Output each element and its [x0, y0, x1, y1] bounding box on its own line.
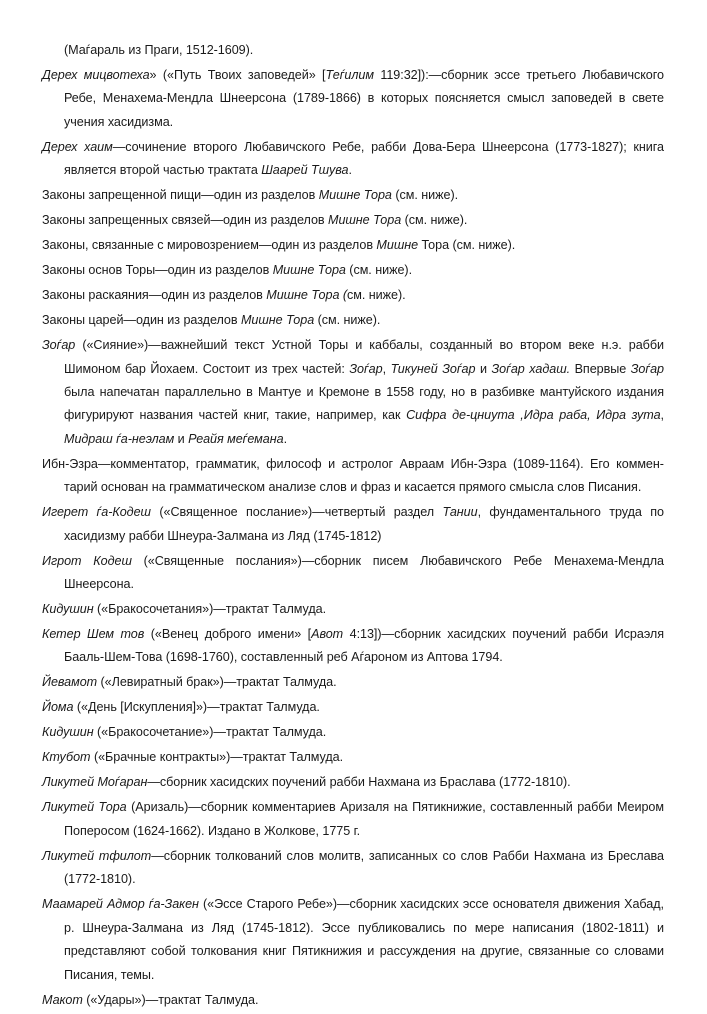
entry-text-continued: (см. ниже). — [314, 313, 381, 328]
entry-text-continued: Тора (см. ниже). — [418, 238, 516, 253]
entry-text: («Священные послания»)—сборник писем Любавичского Ребе Менахема-Мендла Шнеерсона. — [64, 553, 664, 592]
entry-text: («Удары»)—трактат Талмуда. — [82, 992, 259, 1007]
entry-reference: Шаарей Тшува — [261, 163, 349, 178]
entry-part-italic: Зоѓар — [349, 361, 383, 376]
entry-part: была напечатан параллельно в Мантуе и Кремоне в 1558 году, но в разбивке мантуйского издания фигурируют названия частей книг, такие, например, как — [64, 385, 664, 423]
glossary-entry-keter-shem-tov — [42, 623, 664, 670]
entry-text: («День [Искупления]»)—трактат Талмуда. — [73, 700, 320, 715]
entry-term: Кидушин — [42, 602, 94, 617]
entry-text: Законы раскаяния—один из разделов — [42, 288, 267, 303]
entry-term: Зоѓар — [42, 338, 76, 353]
glossary-entry-maharal-continuation — [42, 39, 664, 62]
glossary-entry-iggeret-hakodesh — [42, 501, 664, 548]
entry-text-continued: (см. ниже). — [345, 263, 413, 278]
entry-text: Законы запрещенных связей—один из разделов — [42, 213, 328, 228]
entry-text: Ибн-Эзра—комментатор, грамматик, философ и астролог Авраам Ибн-Эзра (1089-1164). Его комментарий основан на грамматическом анализе слов и фраз и касается прямого смысла слов Писания. — [42, 456, 664, 495]
entry-reference: Мишне Тора ( — [266, 288, 348, 303]
entry-part-italic: Мидраш ѓа-неэлам — [64, 431, 175, 446]
entry-term: Ликутей Тора — [42, 800, 127, 815]
glossary-page — [42, 39, 664, 1014]
glossary-entry-forbidden-relations — [42, 209, 664, 232]
glossary-entry-repentance — [42, 284, 664, 307]
entry-text: » («Путь Твоих заповедей» [ — [149, 68, 326, 82]
entry-term: Йома — [42, 700, 74, 715]
entry-reference: Теѓилим — [325, 68, 374, 82]
entry-reference: Мишне Тора — [272, 263, 346, 278]
glossary-entry-likutei-tefilot — [42, 845, 664, 892]
glossary-entry-forbidden-food — [42, 184, 664, 207]
entry-part: , — [382, 361, 391, 376]
entry-part: Впервые — [570, 361, 631, 376]
entry-text: Законы, связанные с мировозрением—один из разделов — [42, 238, 377, 253]
entry-text-continued: 119:32]):—сборник эссе третьего Любавичского Ребе, Менахема-Мендла Шнеерсона (1789-1866) в которых поясняется смысл заповедей в свете учения хасидизма. — [64, 68, 664, 129]
entry-text: («Эссе Старого Ребе»)—сборник хасидских эссе основателя движения Хабад, р. Шнеура-Залмана из Ляд (1745-1812). Эссе публиковались по мере написания (1802-1811) и представляют собой толкования книг Пятикнижия и рассуждения на другие, связанные со словами Писания, темы. — [64, 897, 665, 982]
entry-part: и — [174, 431, 189, 446]
entry-part: («Сияние»)—важнейший текст Устной Торы и каббалы, созданный во втором веке н.э. рабби Шимоном бар Йохаем. Состоит из трех частей: — [64, 338, 664, 376]
entry-part-italic: Зоѓар — [630, 361, 665, 376]
entry-reference: Мишне — [376, 238, 419, 253]
glossary-entry-derech-mitzvotecha — [42, 64, 664, 134]
entry-text: (Аризаль)—сборник комментариев Аризаля на Пятикнижие, составленный рабби Меиром Поперосом (1624-1662). Издано в Жолкове, 1775 г. — [64, 800, 664, 838]
entry-text-continued: см. ниже). — [347, 288, 406, 303]
entry-term: Ликутей тфилот — [42, 848, 152, 863]
glossary-entry-kiddushin-1 — [42, 598, 664, 621]
entry-text: («Левиратный брак»)—трактат Талмуда. — [97, 675, 337, 690]
glossary-entry-kiddushin-2 — [42, 721, 664, 744]
glossary-entry-zohar — [42, 334, 664, 451]
glossary-entry-makot — [42, 989, 664, 1012]
entry-text: («Брачные контракты»)—трактат Талмуда. — [90, 750, 344, 765]
glossary-entry-yevamot — [42, 671, 664, 694]
entry-text-continued: , фундаментального труда по хасидизму рабби Шнеура-Залмана из Ляд (1745-1812) — [64, 505, 664, 543]
glossary-entry-ibn-ezra — [42, 453, 664, 500]
entry-term: Кетер Шем тов — [42, 627, 145, 642]
entry-part-italic: Тикуней Зоѓар — [390, 361, 476, 376]
glossary-entry-kings — [42, 309, 664, 332]
entry-term: Макот — [42, 992, 83, 1007]
entry-text: —сборник толкований слов молитв, записанных со слов Рабби Нахмана из Бреслава (1772-1810). — [64, 848, 664, 887]
entry-part: и — [475, 361, 492, 376]
entry-part-italic: Сифра де-цниута ,Идра раба, Идра зута — [406, 408, 661, 423]
entry-text: —сборник хасидских поучений рабби Нахмана из Браслава (1772-1810). — [147, 775, 571, 790]
entry-text: (Маѓараль из Праги, 1512-1609). — [64, 43, 254, 57]
entry-term: Дерех мицвотеха — [42, 68, 150, 82]
glossary-entry-derech-chaim — [42, 136, 664, 183]
glossary-entry-torah-foundations — [42, 259, 664, 282]
entry-term: Игерет ѓа-Кодеш — [42, 505, 151, 520]
glossary-entry-iggrot-kodesh — [42, 550, 664, 597]
entry-reference: Мишне Тора — [328, 213, 402, 228]
entry-term: Маамарей Адмор ѓа-Закен — [42, 897, 199, 912]
entry-term: Кидушин — [42, 725, 94, 740]
entry-text: Законы основ Торы—один из разделов — [42, 263, 273, 278]
entry-reference: Мишне Тора — [240, 313, 315, 328]
entry-part-italic: Реайя меѓемана — [188, 431, 284, 446]
entry-part: . — [283, 431, 288, 446]
entry-reference: Авот — [311, 627, 344, 642]
entry-text: Законы царей—один из разделов — [42, 313, 241, 328]
glossary-entry-likutei-torah — [42, 796, 664, 843]
glossary-entry-likutei-moharan — [42, 771, 664, 794]
glossary-entry-maamarei-admor-hazaken — [42, 893, 664, 987]
entry-text: («Венец доброго имени» [ — [144, 627, 312, 642]
entry-text: Законы запрещенной пищи—один из разделов — [42, 188, 319, 203]
entry-term: Ликутей Моѓаран — [42, 775, 148, 790]
entry-text: —сочинение второго Любавичского Ребе, рабби Дова-Бера Шнеерсона (1773-1827); книга является второй частью трактата — [64, 139, 664, 178]
glossary-entry-yoma — [42, 696, 664, 719]
entry-reference: Тании — [442, 505, 478, 520]
entry-term: Игрот Кодеш — [42, 553, 132, 568]
entry-reference: Мишне Тора — [318, 188, 392, 203]
entry-text: («Священное послание»)—четвертый раздел — [150, 505, 443, 520]
entry-text-continued: (см. ниже). — [391, 188, 459, 203]
entry-term: Дерех хаим — [42, 139, 113, 154]
entry-part: , — [660, 408, 664, 423]
entry-term: Йевамот — [42, 675, 98, 690]
entry-text: («Бракосочетания»)—трактат Талмуда. — [93, 602, 327, 617]
entry-text-continued: 4:13])—сборник хасидских поучений рабби Исраэля Бааль-Шем-Това (1698-1760), составленный реб Аѓароном из Аптова 1794. — [64, 627, 664, 665]
glossary-entry-worldview-laws — [42, 234, 664, 257]
entry-text-continued: (см. ниже). — [401, 213, 468, 228]
entry-text: («Бракосочетание»)—трактат Талмуда. — [93, 725, 327, 740]
entry-text-continued: . — [348, 163, 352, 178]
entry-term: Ктубот — [42, 750, 91, 765]
glossary-entry-ketubot — [42, 746, 664, 769]
entry-part-italic: Зоѓар хадаш. — [491, 361, 571, 376]
